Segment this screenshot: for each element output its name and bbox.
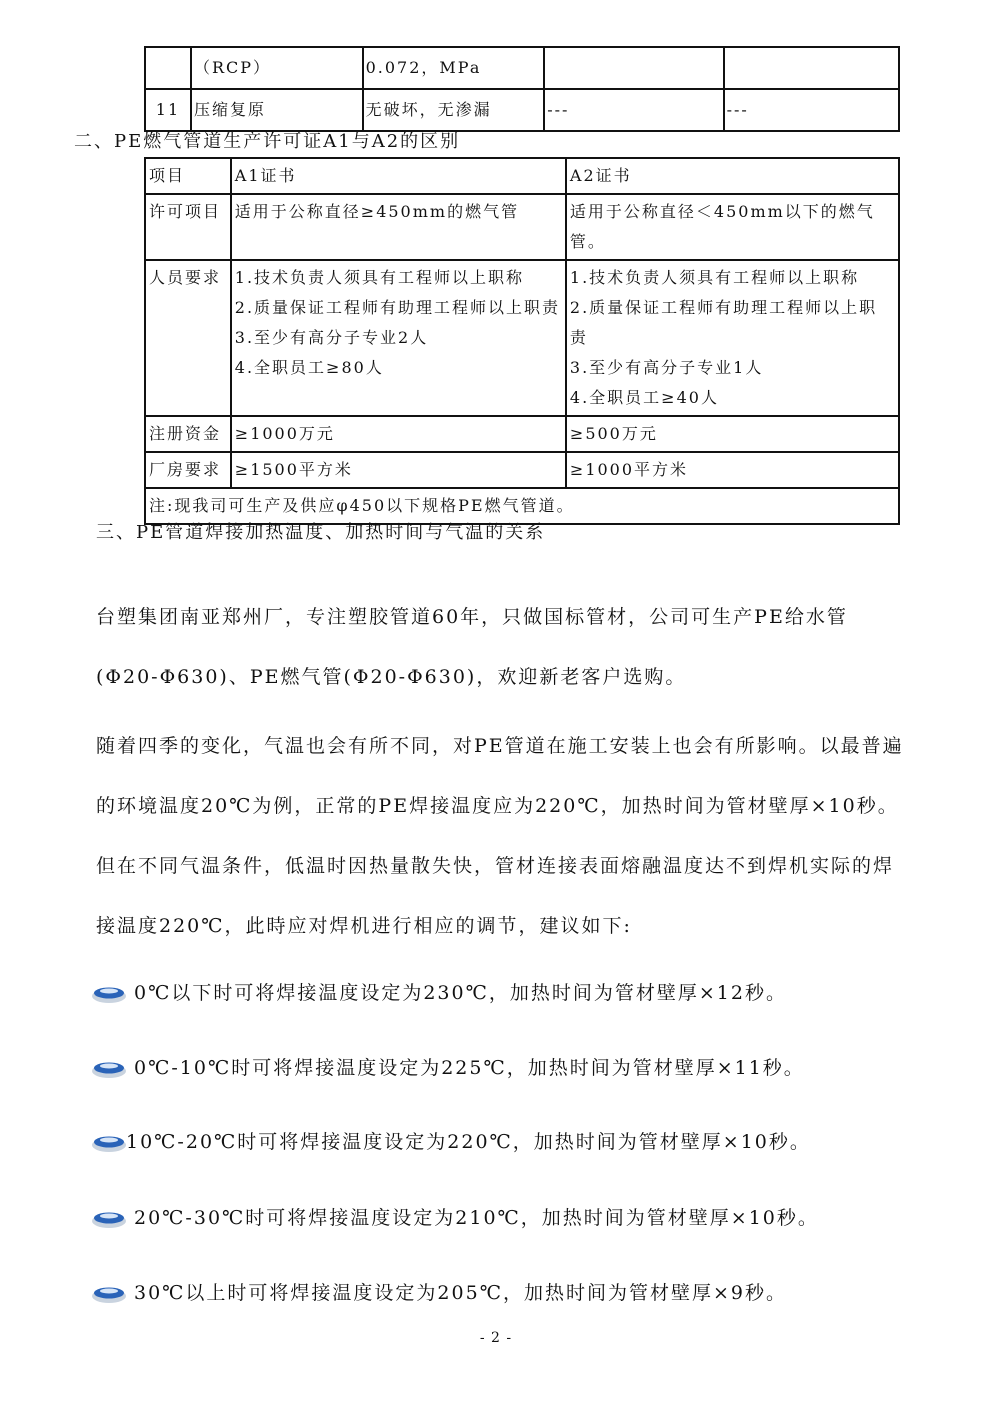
table-header-row	[145, 158, 899, 194]
disc-bullet-icon	[90, 1205, 128, 1231]
paragraph: 随着四季的变化，气温也会有所不同，对PE管道在施工安装上也会有所影响。以最普遍的环境温度20℃为例，正常的PE焊接温度应为220℃，加热时间为管材壁厚×10秒。但在不同气温条件，低温时因热量散失快，管材连接表面熔融温度达不到焊机实际的焊接温度220℃，此時应对焊机进行相应的调节，建议如下:	[96, 735, 904, 937]
disc-bullet-icon	[90, 1280, 128, 1306]
header-cell: 项目	[145, 158, 231, 194]
table-cell	[231, 260, 566, 416]
table-row	[145, 452, 899, 488]
table-row	[145, 416, 899, 452]
list-item: 3.至少有高分子专业2人	[234, 328, 429, 347]
bullet-text: 30℃以上时可将焊接温度设定为205℃，加热时间为管材壁厚×9秒。	[134, 1282, 787, 1304]
header-cell: A1证书	[231, 158, 566, 194]
table-row	[145, 89, 899, 131]
table-note: 注:现我司可生产及供应φ450以下规格PE燃气管道。	[145, 488, 899, 524]
table-cell: 厂房要求	[145, 452, 231, 488]
list-item	[90, 978, 787, 1008]
table-row	[145, 260, 899, 416]
list-item	[90, 1053, 805, 1083]
bullet-text: 10℃-20℃时可将焊接温度设定为220℃，加热时间为管材壁厚×10秒。	[126, 1131, 811, 1153]
list-item: 2.质量保证工程师有助理工程师以上职责	[569, 298, 878, 347]
table-cell: 许可项目	[145, 194, 231, 260]
table-cell: （RCP）	[191, 47, 363, 89]
table-cell: ≥500万元	[566, 416, 899, 452]
table-cell	[544, 47, 723, 89]
list-item: 1.技术负责人须具有工程师以上职称	[569, 268, 860, 287]
list-item	[90, 1278, 787, 1308]
disc-bullet-icon	[90, 1129, 124, 1155]
license-comparison-table	[144, 157, 900, 525]
table-cell	[724, 47, 899, 89]
table-cell: 压缩复原	[191, 89, 363, 131]
table-cell: 11	[145, 89, 191, 131]
bullet-text: 0℃-10℃时可将焊接温度设定为225℃，加热时间为管材壁厚×11秒。	[134, 1057, 805, 1079]
table-cell: 无破坏，无渗漏	[363, 89, 545, 131]
table-row	[145, 194, 899, 260]
list-item	[90, 1127, 811, 1157]
disc-bullet-icon	[90, 980, 128, 1006]
table-cell: ---	[724, 89, 899, 131]
table-cell: ≥1000平方米	[566, 452, 899, 488]
table-cell: 0.072，MPa	[363, 47, 545, 89]
table-cell: ---	[544, 89, 723, 131]
list-item: 4.全职员工≥80人	[234, 358, 384, 377]
section-heading: 二、PE燃气管道生产许可证A1与A2的区别	[74, 131, 461, 152]
table-cell: 适用于公称直径≥450mm的燃气管	[231, 194, 566, 260]
table-cell: 适用于公称直径＜450mm以下的燃气管。	[566, 194, 899, 260]
list-item	[90, 1203, 819, 1233]
bullet-text: 0℃以下时可将焊接温度设定为230℃，加热时间为管材壁厚×12秒。	[134, 982, 787, 1004]
table-cell	[145, 47, 191, 89]
table-cell: ≥1000万元	[231, 416, 566, 452]
table-row	[145, 47, 899, 89]
table-cell: ≥1500平方米	[231, 452, 566, 488]
section-heading: 三、PE管道焊接加热温度、加热时间与气温的关系	[96, 522, 546, 543]
paragraph: 台塑集团南亚郑州厂，专注塑胶管道60年，只做国标管材，公司可生产PE给水管(Φ20-Φ630)、PE燃气管(Φ20-Φ630)，欢迎新老客户选购。	[96, 606, 848, 688]
list-item: 2.质量保证工程师有助理工程师以上职责	[234, 298, 561, 317]
table-cell: 人员要求	[145, 260, 231, 416]
page-number: - 2 -	[479, 1330, 513, 1346]
spec-table-continued	[144, 46, 900, 132]
list-item: 1.技术负责人须具有工程师以上职称	[234, 268, 525, 287]
bullet-text: 20℃-30℃时可将焊接温度设定为210℃，加热时间为管材壁厚×10秒。	[134, 1207, 819, 1229]
header-cell: A2证书	[566, 158, 899, 194]
list-item: 4.全职员工≥40人	[569, 388, 719, 407]
list-item: 3.至少有高分子专业1人	[569, 358, 764, 377]
disc-bullet-icon	[90, 1055, 128, 1081]
table-cell	[566, 260, 899, 416]
table-cell: 注册资金	[145, 416, 231, 452]
